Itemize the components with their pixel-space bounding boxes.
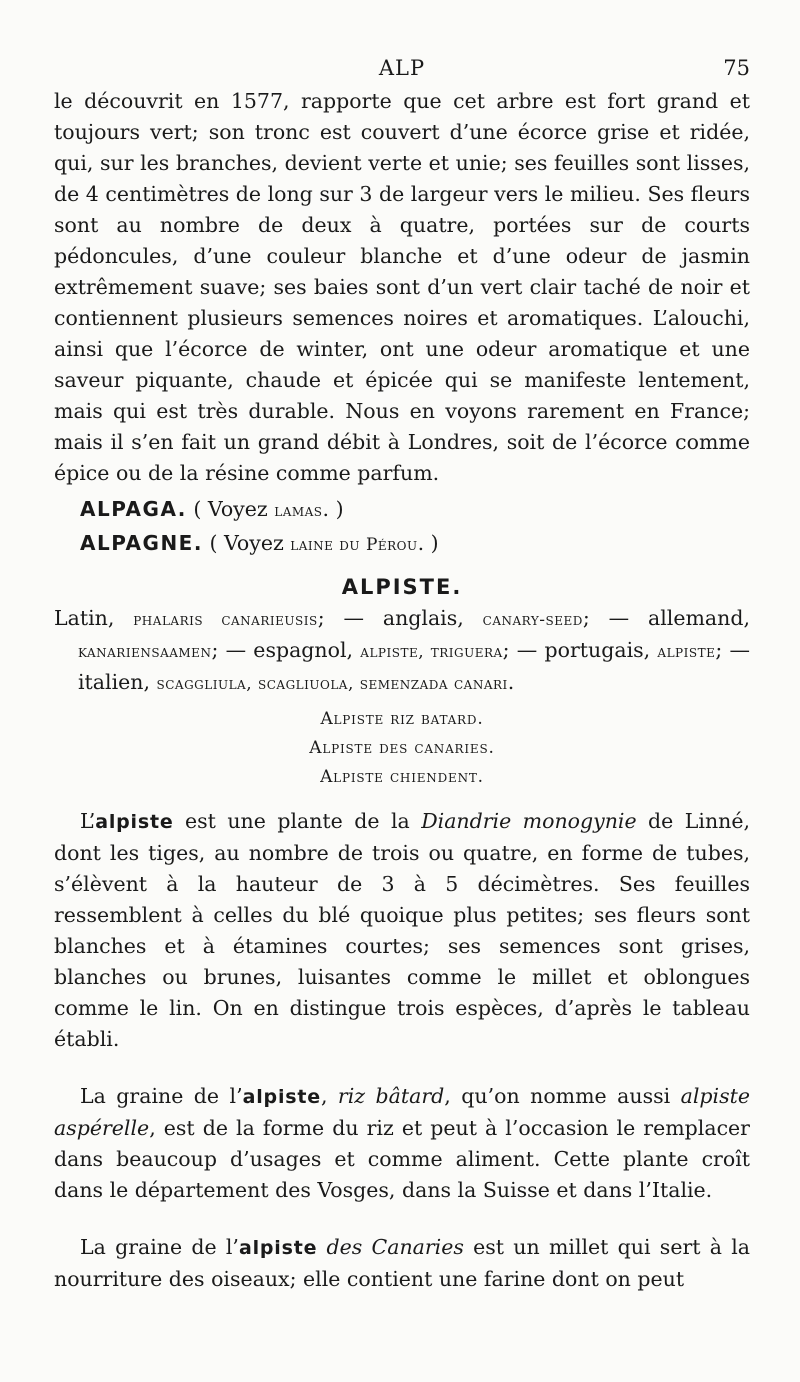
spanish-name: alpiste, triguera bbox=[360, 642, 503, 662]
entry-term: ALPAGNE. bbox=[80, 531, 203, 555]
text bbox=[317, 1235, 326, 1259]
italic-term: des Canaries bbox=[326, 1235, 464, 1259]
keyword: alpiste bbox=[242, 1086, 321, 1108]
italic-term: alpiste aspérelle bbox=[54, 1084, 750, 1140]
text: est une plante de la bbox=[173, 809, 422, 833]
sep: ; — portugais, bbox=[502, 638, 658, 662]
synonym-list bbox=[54, 705, 750, 792]
cross-reference-alpagne bbox=[80, 527, 750, 561]
sep: . bbox=[507, 670, 515, 694]
portuguese-name: alpiste bbox=[657, 642, 716, 662]
cross-reference-alpaga bbox=[80, 493, 750, 527]
text: , qu’on nomme aussi bbox=[444, 1084, 681, 1108]
book-page bbox=[54, 56, 750, 1295]
text: est un millet qui sert à la nourriture des oiseaux; elle contient une farine dont on peut bbox=[54, 1235, 750, 1291]
sep: ; — italien, bbox=[78, 638, 750, 694]
running-head-title: ALP bbox=[378, 56, 426, 80]
text: de Linné, dont les tiges, au nombre de trois ou quatre, en forme de tubes, s’élèvent à la hauteur de 3 à 5 décimètres. Ses feuilles ressemblent à celles du blé quoique plus petites; ses fleurs sont blanches et à étamines courtes; ses semences sont grises, blanches ou brunes, luisantes comme le millet et oblongues comme le lin. On en distingue trois espèces, d’après le tableau établi. bbox=[54, 809, 750, 1051]
italic-term: riz bâtard bbox=[337, 1084, 445, 1108]
english-name: canary-seed bbox=[482, 610, 583, 630]
keyword: alpiste bbox=[95, 811, 174, 833]
text: La graine de l’ bbox=[80, 1235, 239, 1259]
sep: ; — anglais, bbox=[317, 606, 483, 630]
page-number: 75 bbox=[723, 56, 750, 80]
entry-term: ALPAGA. bbox=[80, 497, 187, 521]
italic-term: Diandrie monogynie bbox=[421, 809, 637, 833]
paragraph-canaries bbox=[54, 1232, 750, 1295]
synonym-item: Alpiste riz batard. bbox=[320, 709, 484, 729]
section-title: ALPISTE. bbox=[341, 575, 463, 599]
translations-paragraph bbox=[54, 603, 750, 699]
italian-name: scaggliula, scagliuola, semenzada canari bbox=[156, 674, 508, 694]
xref-open: ( Voyez bbox=[186, 497, 275, 521]
paragraph-riz-batard bbox=[54, 1081, 750, 1206]
paragraph-description bbox=[54, 806, 750, 1055]
paragraph-alouchi: le découvrit en 1577, rapporte que cet arbre est fort grand et toujours vert; son tronc est couvert d’une écorce grise et ridée, qui, sur les branches, devient verte et unie; ses feuilles sont lisses, de 4 centimètres de long sur 3 de largeur vers le milieu. Ses fleurs sont au nombre de deux à quatre, portées sur de courts pédoncules, d’une couleur blanche et d’une odeur de jasmin extrêmement suave; ses baies sont d’un vert clair taché de noir et contiennent plusieurs semences noires et aromatiques. L’alouchi, ainsi que l’écorce de winter, ont une odeur aromatique et une saveur piquante, chaude et épicée qui se manifeste lentement, mais qui est très durable. Nous en voyons rarement en France; mais il s’en fait un grand débit à Londres, soit de l’écorce comme épice ou de la résine comme parfum. bbox=[54, 89, 750, 485]
xref-open: ( Voyez bbox=[202, 531, 291, 555]
german-name: kanariensaamen bbox=[78, 642, 212, 662]
sep: ; — espagnol, bbox=[211, 638, 361, 662]
keyword: alpiste bbox=[238, 1237, 318, 1259]
xref-close: . ) bbox=[322, 497, 344, 521]
xref-target: laine du Pérou bbox=[290, 535, 418, 555]
text: , bbox=[320, 1084, 338, 1108]
synonym-item: Alpiste chiendent. bbox=[320, 767, 484, 787]
latin-name: phalaris canarieusis bbox=[133, 610, 318, 630]
xref-close: . ) bbox=[417, 531, 439, 555]
sep: ; — allemand, bbox=[582, 606, 750, 630]
text: L’ bbox=[80, 809, 96, 833]
text: La graine de l’ bbox=[80, 1084, 243, 1108]
synonym-item: Alpiste des canaries. bbox=[309, 738, 495, 758]
label-latin: Latin, bbox=[54, 606, 134, 630]
text: , est de la forme du riz et peut à l’occasion le remplacer dans beaucoup d’usages et comme aliment. Cette plante croît dans le département des Vosges, dans la Suisse et dans l’Italie. bbox=[54, 1116, 750, 1202]
xref-target: lamas bbox=[274, 501, 323, 521]
running-head bbox=[54, 56, 750, 86]
